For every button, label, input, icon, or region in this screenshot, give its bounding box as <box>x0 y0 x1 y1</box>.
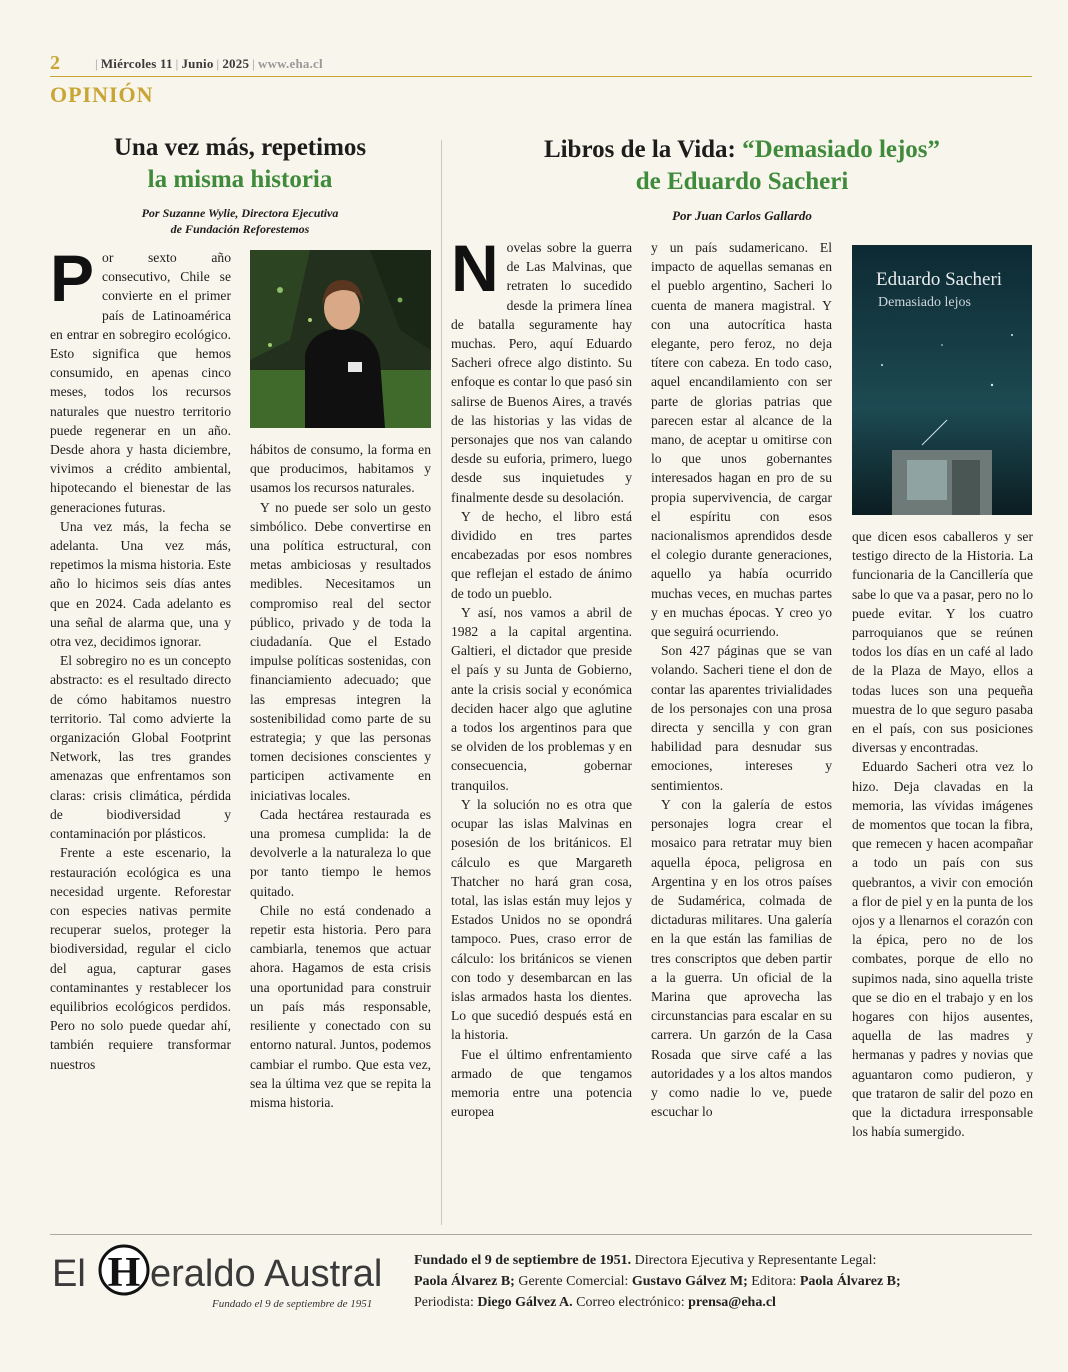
book-cover <box>852 245 1032 515</box>
paragraph: Una vez más, la fecha se adelanta. Una vez más, repetimos la misma historia. Este año lo hicimos seis días antes que en 2024. Cada adelanto es una señal de alarma que, una y otra vez, decidimos ignorar. <box>50 518 231 650</box>
masthead-post: eraldo Austral <box>150 1253 383 1295</box>
right-title-black: Libros de la Vida: <box>543 136 736 163</box>
staff-credits: Fundado el 9 de septiembre de 1951. Directora Ejecutiva y Representante Legal: Paola Álvarez B; Gerente Comercial: Gustavo Gálvez M; Editora: Paola Álvarez B; Periodista: Diego Gálvez A. Correo electrónico: prensa@eha.cl <box>414 1253 901 1310</box>
paragraph: Y no puede ser solo un gesto simbólico. Debe convertirse en una política estructural, con metas ambiciosas y resultados medibles. Necesitamos un compromiso real del sector público, privado y de toda la ciudadanía. Que el Estado impulse políticas sostenidas, con financiamiento adecuado; que las empresas integren la sostenibilidad como parte de su estrategia; y que las personas tomen decisiones conscientes y participen activamente en iniciativas locales. <box>250 499 431 803</box>
website-link[interactable]: www.eha.cl <box>257 56 323 71</box>
masthead-pre: El <box>52 1253 86 1295</box>
left-article-column-1 <box>50 248 231 1218</box>
paragraph: Y con la galería de estos personajes logra crear el mosaico para retratar muy bien aquella época, peligrosa en Argentina y en los otros países de Sudamérica, colmada de dictaduras militares. Una galería en la que están las familias de tres conscriptos que deben partir a la guerra. Un oficial de la Marina que aprovecha las circunstancias para escalar en su carrera. Un garzón de la Casa Rosada que sirve café a las autoridades y a los altos mandos y como nadie lo ve, puede escuchar lo <box>651 796 832 1120</box>
right-byline: Por Juan Carlos Gallardo <box>672 208 812 223</box>
date-month: Junio <box>181 56 214 71</box>
left-drop-cap: P <box>50 248 95 315</box>
masthead-logo <box>52 1244 397 1296</box>
paragraph: Chile no está condenado a repetir esta historia. Pero para cambiarla, tenemos que actuar ahora. Hagamos de esta crisis una oportunidad para construir un país más responsable, resiliente y conectado con su entorno natural. Juntos, podemos cambiar el rumbo. Que esta vez, sea la última vez que se repita la misma historia. <box>250 902 431 1110</box>
page-number: 2 <box>50 52 60 74</box>
paragraph: or sexto año consecutivo, Chile se convierte en el primer país de Latinoamérica en entrar en sobregiro ecológico. Esto significa que hemos consumido, en apenas cinco meses, todos los recursos naturales que nuestro territorio puede regenerar en un año. Desde ahora y hasta diciembre, vivimos a crédito ambiental, hipotecando el bienestar de las generaciones futuras. <box>50 250 231 515</box>
dateline: | Miércoles 11 | Junio | 2025 | www.eha.cl <box>95 56 323 71</box>
paragraph: Son 427 páginas que se van volando. Sacheri tiene el don de contar las aparentes trivialidades de los personajes con una prosa directa y sencilla y con gran habilidad para desnudar sus emociones, intereses y sentimientos. <box>651 643 832 793</box>
section-label: OPINIÓN <box>50 82 154 107</box>
author-photo <box>250 250 431 428</box>
paragraph: ovelas sobre la guerra de Las Malvinas, que retraten lo sucedido desde la primera línea de batalla seguramente hay muchas. Pero, aquí Eduardo Sacheri ofrece algo distinto. Su enfoque es contar lo que pasó sin salirse de Buenos Aires, a través de las historias y las vidas de personajes que nos van calando desde su euforia, primero, luego desde sus inquietudes y finalmente desde su desolación. <box>451 240 632 505</box>
right-article-title <box>452 134 1032 197</box>
right-article-column-1 <box>451 238 632 1228</box>
right-article-column-2 <box>651 238 832 1228</box>
email-link[interactable]: prensa@eha.cl <box>688 1295 776 1310</box>
date-day: Miércoles 11 <box>100 56 173 71</box>
left-article-title <box>50 132 430 195</box>
right-title-line2: de Eduardo Sacheri <box>635 167 849 195</box>
paragraph: Y la solución no es otra que ocupar las islas Malvinas en posesión de los británicos. El cálculo es que Margareth Thatcher no hará gran cosa, total, las islas están muy lejos y Estados Unidos no se opondrá tampoco. Pues, craso error de cálculo: los británicos se vienen con todo y desembarcan en las islas armados hasta los dientes. Lo que sucedió después está en la historia. <box>451 796 632 1043</box>
book-cover-title: Demasiado lejos <box>878 295 971 310</box>
paragraph: Cada hectárea restaurada es una promesa cumplida: la de devolverle a la naturaleza lo que por tanto tiempo le hemos quitado. <box>250 806 431 899</box>
paragraph: Y de hecho, el libro está dividido en tres partes encabezadas por esos nombres que reflejan el estado de ánimo de todo un pueblo. <box>451 508 632 601</box>
paragraph: y un país sudamericano. El impacto de aquellas semanas en el pueblo argentino, Sacheri lo cuenta de manera magistral. Y con una autocrítica hasta elegante, pero feroz, no deja títere con cabeza. En todo caso, aquel encandilamiento con ser parte de glorias patrias que parecen estar al alcance de la mano, de aceptar u omitirse con lo que unos gobernantes interesados hagan en pro de su propia supervivencia, de cargar el espíritu con esos nacionalismos aprendidos desde el colegio durante generaciones, aquello ya había ocurrido muchas veces, en muchas partes y en muchas épocas. Y creo yo que seguirá ocurriendo. <box>651 240 832 640</box>
masthead-subtitle: Fundado el 9 de septiembre de 1951 <box>212 1298 373 1310</box>
paragraph: que dicen esos caballeros y ser testigo directo de la Historia. La funcionaria de la Cancillería que sabe lo que va a pasar, pero no lo puede evitar. Y los cuatro parroquianos que se reúnen todos los días en un café al lado de la Plaza de Mayo, ellos a todas luces son una pequeña muestra de lo que seguro pasaba en el país, con sus posiciones diversas y encontradas. <box>852 529 1033 756</box>
footer-divider <box>50 1234 1032 1235</box>
left-title-line2: la misma historia <box>147 165 333 193</box>
column-divider <box>441 140 442 1225</box>
right-article-column-3 <box>852 527 1033 1227</box>
date-year: 2025 <box>222 56 250 71</box>
left-article-column-2 <box>250 440 431 1220</box>
book-cover-author: Eduardo Sacheri <box>876 269 1003 290</box>
masthead-h: H <box>107 1250 141 1296</box>
paragraph: Y así, nos vamos a abril de 1982 a la capital argentina. Galtieri, el dictador que preside el país y su Junta de Gobierno, ante la crisis social y económica deciden hacer algo que aglutine a todos los argentinos para que se olviden de los problemas y en consecuencia, gobernar tranquilos. <box>451 604 632 793</box>
right-drop-cap: N <box>451 238 499 305</box>
right-title-green: “Demasiado lejos” <box>742 136 941 163</box>
paragraph: El sobregiro no es un concepto abstracto: es el resultado directo de cómo habitamos nuestro territorio. Tal como advierte la organización Global Footprint Network, las tres grandes amenazas que enfrentamos son claras: crisis climática, pérdida de biodiversidad y contaminación por plásticos. <box>50 653 231 842</box>
page-header <box>50 52 1032 77</box>
paragraph: Eduardo Sacheri otra vez lo hizo. Deja clavadas en la memoria, las vívidas imágenes de momentos que tocan la fibra, que remecen y hacen acompañar a todo un país con sus quebrantos, a vivir con emoción a flor de piel y en la punta de los ojos y a llenarnos el corazón con la épica, pero no de los combates, porque de ello no supimos nada, sino aquella triste que se dio en el trabajo y en los hogares con hijos ausentes, aquella de las madres y hermanas y padres y novias que aguantaron como pudieron, y que trataron de salir del pozo en que la dictadura irresponsable los había sumergido. <box>852 759 1033 1140</box>
paragraph: hábitos de consumo, la forma en que producimos, habitamos y usamos los recursos naturales. <box>250 442 431 496</box>
left-byline: Por Suzanne Wylie, Directora Ejecutiva de Fundación Reforestemos <box>141 206 339 236</box>
left-title-line1: Una vez más, repetimos <box>113 134 367 161</box>
paragraph: Fue el último enfrentamiento armado de que tengamos memoria entre una potencia europea <box>451 1046 632 1120</box>
paragraph: Frente a este escenario, la restauración ecológica es una necesidad urgente. Reforestar con especies nativas permite recuperar suelos, proteger la biodiversidad, regular el ciclo del agua, capturar gases contaminantes y restablecer los equilibrios ecológicos perdidos. Pero no solo puede quedar ahí, también requiere transformar nuestros <box>50 845 231 1072</box>
